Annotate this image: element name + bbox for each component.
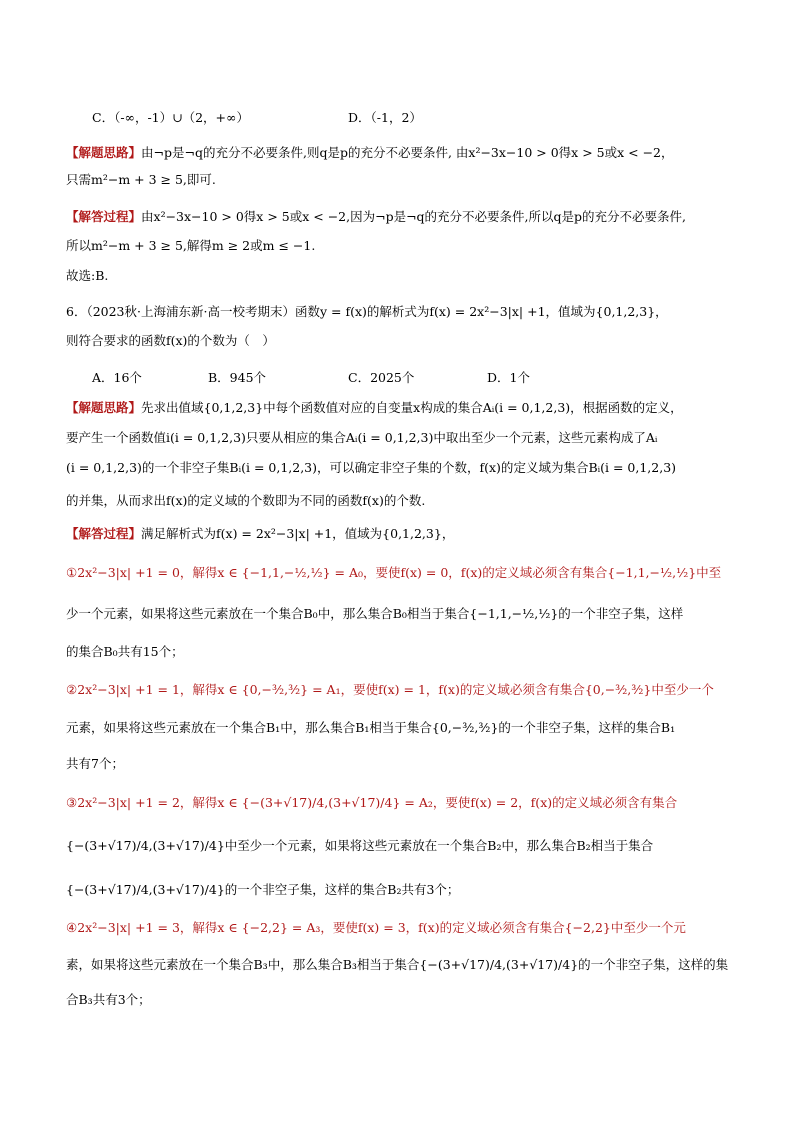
case2-line-2: 元素，如果将这些元素放在一个集合B₁中，那么集合B₁相当于集合{0,−³⁄₂,³⁄₂}的一个非空子集，这样的集合B₁ — [66, 720, 676, 735]
option-d: D．（-1，2） — [348, 110, 422, 125]
case1-line-3: 的集合B₀共有15个； — [66, 644, 184, 659]
case1-line-1 — [66, 563, 736, 585]
q6-process-label: 【解答过程】 — [66, 526, 142, 541]
q5-process-label: 【解答过程】 — [66, 209, 142, 224]
case4-line-2: 素，如果将这些元素放在一个集合B₃中，那么集合B₃相当于集合{−(3+√17)/4,(3+√17)/4}的一个非空子集，这样的集 — [66, 957, 729, 972]
q6-thought-line-1 — [66, 398, 736, 420]
q5-process-text-1: 由x²−3x−10 > 0得x > 5或x < −2,因为¬p是¬q的充分不必要条件,所以q是p的充分不必要条件, — [141, 209, 686, 224]
case3-line-3: {−(3+√17)/4,(3+√17)/4}的一个非空子集，这样的集合B₂共有3个； — [66, 882, 460, 897]
q6-thought-line-4: 的并集，从而求出f(x)的定义域的个数即为不同的函数f(x)的个数. — [66, 493, 426, 508]
q5-process-line-2: 所以m²−m + 3 ≥ 5,解得m ≥ 2或m ≤ −1. — [66, 238, 316, 253]
case4-line-3: 合B₃共有3个； — [66, 992, 151, 1007]
case1-line-2: 少一个元素，如果将这些元素放在一个集合B₀中，那么集合B₀相当于集合{−1,1,−½,½}的一个非空子集，这样 — [66, 606, 684, 621]
case3-line-2: {−(3+√17)/4,(3+√17)/4}中至少一个元素，如果将这些元素放在一个集合B₂中，那么集合B₂相当于集合 — [66, 838, 654, 853]
q5-thought-line-2: 只需m²−m + 3 ≥ 5,即可. — [66, 172, 216, 187]
q5-answer: 故选:B. — [66, 268, 109, 283]
case1-text-1: ①2x²−3|x| +1 = 0，解得x ∈ {−1,1,−½,½} = A₀，要使f(x) = 0，f(x)的定义域必须含有集合{−1,1,−½,½}中至 — [66, 565, 722, 580]
q6-stem-line-2: 则符合要求的函数f(x)的个数为（ ） — [66, 333, 275, 348]
q6-option-b: B．945个 — [208, 370, 267, 385]
case3-line-1 — [66, 793, 736, 815]
q5-thought-line-1 — [66, 143, 736, 165]
case2-line-3: 共有7个； — [66, 756, 124, 771]
q5-process-line-1 — [66, 207, 736, 229]
case2-line-1 — [66, 680, 736, 702]
q6-option-c: C．2025个 — [348, 370, 415, 385]
q6-stem-line-1: 6．（2023秋·上海浦东新·高一校考期末）函数y = f(x)的解析式为f(x) = 2x²−3|x| +1，值域为{0,1,2,3}， — [66, 304, 668, 319]
case4-text-1: ④2x²−3|x| +1 = 3，解得x ∈ {−2,2} = A₃，要使f(x) = 3，f(x)的定义域必须含有集合{−2,2}中至少一个元 — [66, 920, 686, 935]
q5-thought-text-1: 由¬p是¬q的充分不必要条件,则q是p的充分不必要条件, 由x²−3x−10 > 0得x > 5或x < −2， — [141, 145, 674, 160]
q6-option-d: D．1个 — [487, 370, 530, 385]
q6-thought-line-2: 要产生一个函数值i(i = 0,1,2,3)只要从相应的集合Aᵢ(i = 0,1,2,3)中取出至少一个元素，这些元素构成了Aᵢ — [66, 430, 658, 445]
q6-thought-line-3: (i = 0,1,2,3)的一个非空子集Bᵢ(i = 0,1,2,3)，可以确定非空子集的个数，f(x)的定义域为集合Bᵢ(i = 0,1,2,3) — [66, 460, 677, 475]
q5-thought-label: 【解题思路】 — [66, 145, 142, 160]
q6-process-text-1: 满足解析式为f(x) = 2x²−3|x| +1，值域为{0,1,2,3}， — [141, 526, 455, 541]
case2-text-1: ②2x²−3|x| +1 = 1，解得x ∈ {0,−³⁄₂,³⁄₂} = A₁，要使f(x) = 1，f(x)的定义域必须含有集合{0,−³⁄₂,³⁄₂}中至少一个 — [66, 682, 714, 697]
option-c: C．（-∞，-1）∪（2，+∞） — [92, 110, 249, 125]
q6-process-line-1 — [66, 524, 736, 546]
q6-thought-label: 【解题思路】 — [66, 400, 142, 415]
case4-line-1 — [66, 918, 736, 940]
q6-thought-text-1: 先求出值域{0,1,2,3}中每个函数值对应的自变量x构成的集合Aᵢ(i = 0,1,2,3)，根据函数的定义， — [141, 400, 683, 415]
q6-option-a: A．16个 — [92, 370, 142, 385]
case3-text-1: ③2x²−3|x| +1 = 2，解得x ∈ {−(3+√17)/4,(3+√17)/4} = A₂，要使f(x) = 2，f(x)的定义域必须含有集合 — [66, 795, 678, 810]
